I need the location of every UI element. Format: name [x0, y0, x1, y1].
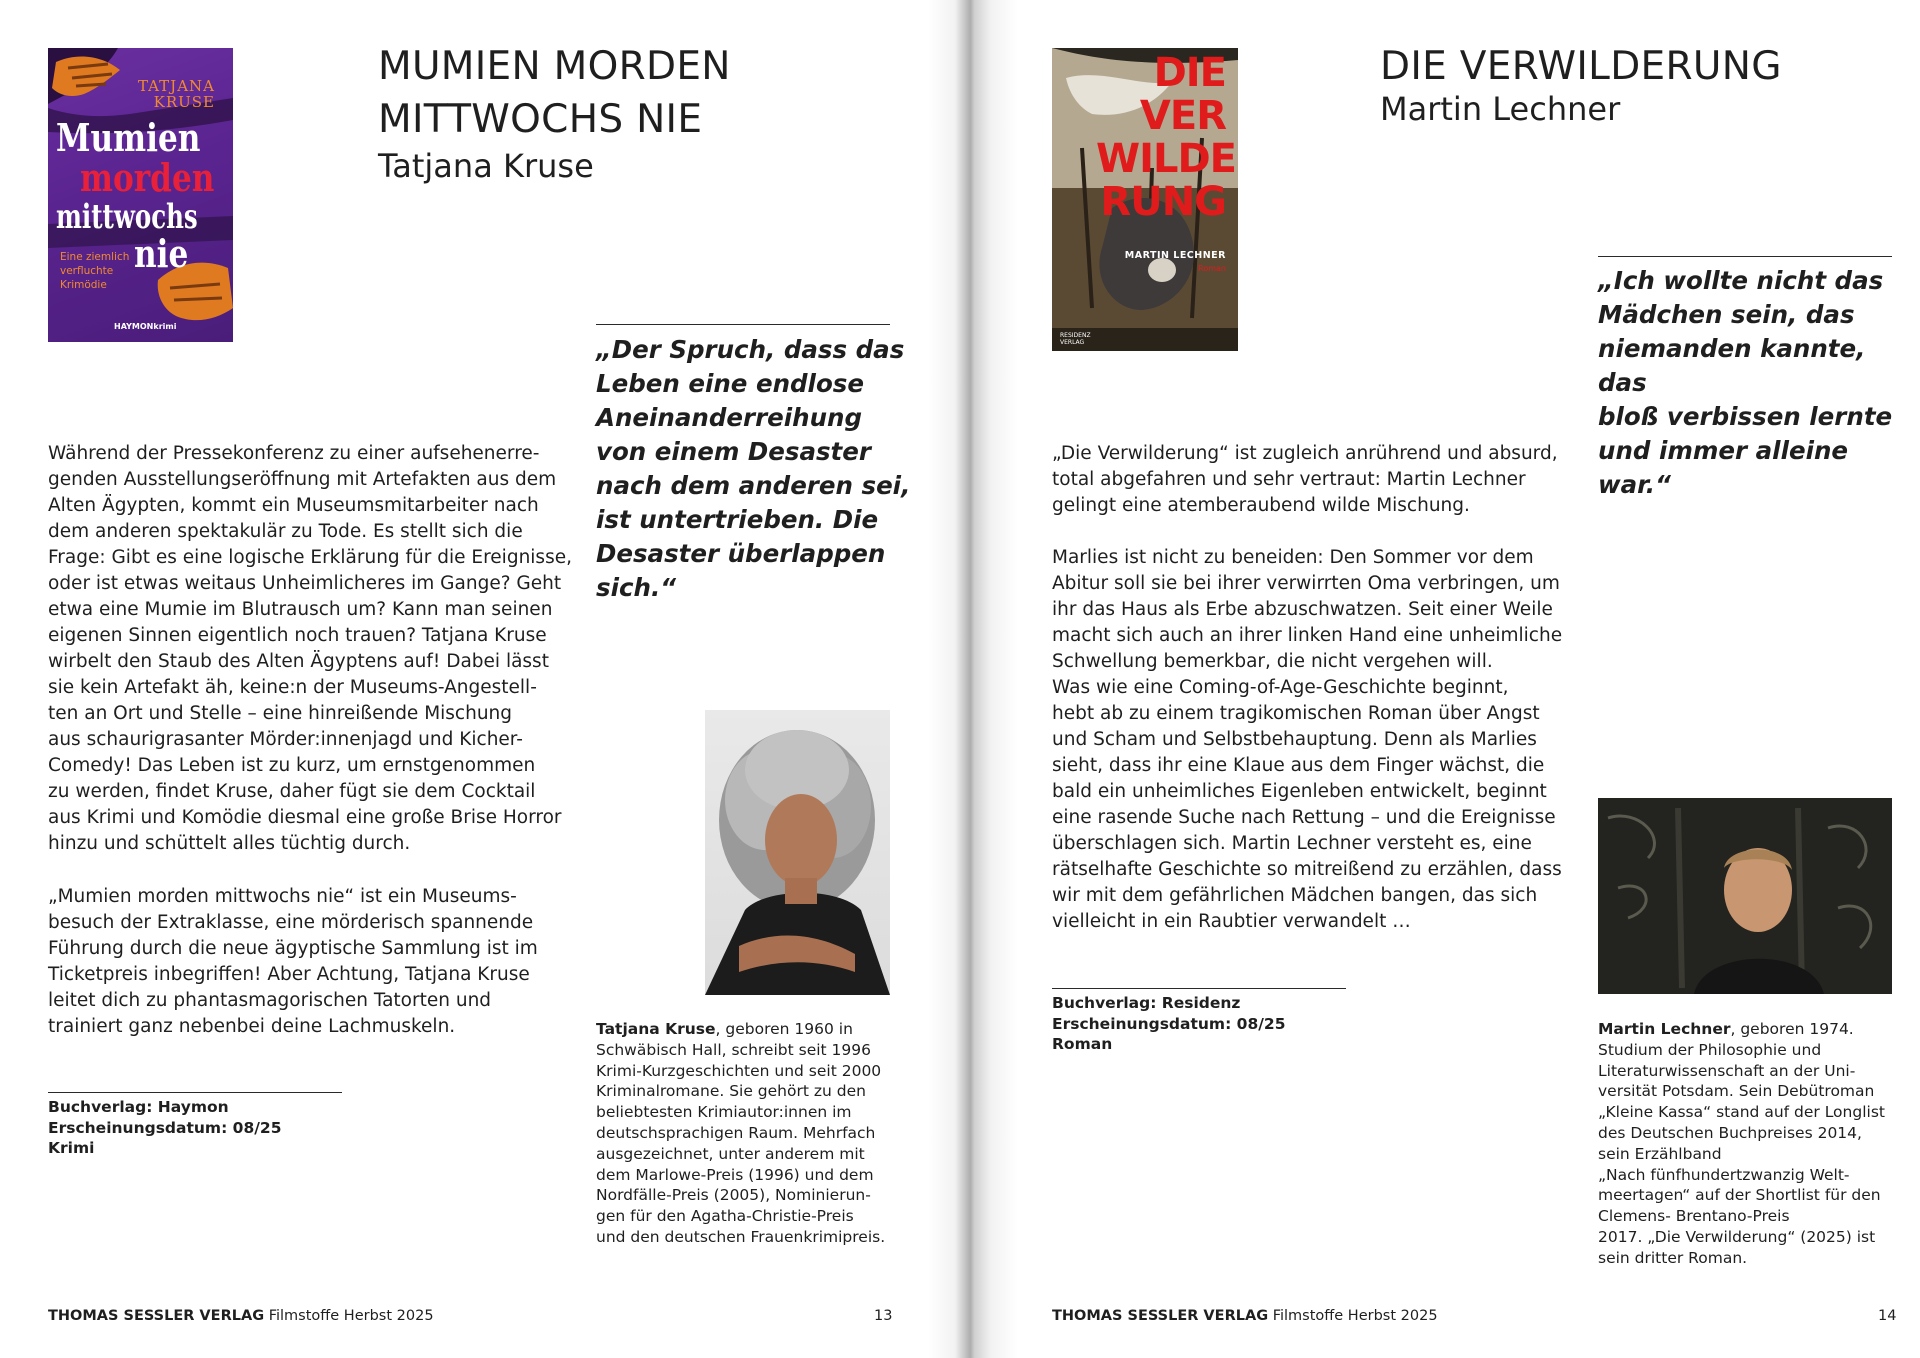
footer-brand: THOMAS SESSLER VERLAG — [48, 1308, 265, 1324]
book-author: Tatjana Kruse — [378, 147, 594, 185]
meta-divider — [1052, 988, 1346, 989]
book-meta — [1052, 993, 1352, 1055]
meta-publisher: Buchverlag: Haymon — [48, 1098, 229, 1116]
cover-author: MARTIN LECHNER — [1124, 250, 1226, 261]
cover-title-4: nie — [134, 231, 189, 276]
pull-quote: „Ich wollte nicht das Mädchen sein, das niemanden kannte, das bloß verbissen lernte und immer alleine war.“ — [1598, 266, 1893, 499]
author-bio-name: Tatjana Kruse — [596, 1020, 716, 1038]
author-photo-kruse — [705, 710, 890, 995]
cover-title-1: Mumien — [56, 115, 201, 160]
cover-publisher: RESIDENZ VERLAG — [1060, 332, 1091, 346]
book-meta — [48, 1097, 348, 1159]
author-portrait-illustration — [705, 710, 890, 995]
page-footer — [48, 1308, 434, 1324]
book-title-line-1: MUMIEN MORDEN — [378, 44, 731, 89]
author-bio — [596, 1019, 916, 1248]
cover-subtitle: Eine ziemlich verfluchte Krimödie — [60, 251, 130, 291]
meta-divider — [48, 1092, 342, 1093]
synopsis-paragraph-2: „Mumien morden mittwochs nie“ ist ein Museums- besuch der Extraklasse, eine mörderisch spannende Führung durch die neue ägyptische Sammlung ist im Ticketpreis inbegriffen! Aber Achtung, Tatjana Kruse leitet dich zu phantasmagorischen Tatorten und trainiert ganz nebenbei deine Lachmuskeln. — [48, 886, 538, 1037]
cover-title-2: morden — [80, 155, 215, 200]
cover-genre: Roman — [1198, 264, 1226, 273]
footer-brand: THOMAS SESSLER VERLAG — [1052, 1308, 1269, 1324]
cover-title-block — [1070, 52, 1238, 224]
footer-text: Filmstoffe Herbst 2025 — [264, 1308, 434, 1324]
footer-text: Filmstoffe Herbst 2025 — [1268, 1308, 1438, 1324]
book-title-line-1: DIE VERWILDERUNG — [1380, 44, 1782, 89]
cover-title-2: VER — [1139, 93, 1226, 139]
page-number: 14 — [1878, 1308, 1897, 1324]
synopsis-paragraph-1: Während der Pressekonferenz zu einer aufsehenerre- genden Ausstellungseröffnung mit Artefakten aus dem Alten Ägypten, kommt ein Museumsmitarbeiter nach dem anderen spektakulär zu Tode. Es stellt sich die Frage: Gibt es eine logische Erklärung für die Ereignisse, oder ist etwas weitaus Unheimlicheres im Gange? Geht etwa eine Mumie im Blutrausch um? Kann man seinen eigenen Sinnen eigentlich noch trauen? Tatjana Kruse wirbelt den Staub des Alten Ägyptens auf! Dabei lässt sie kein Artefakt äh, keine:n der Museums-Angestell- ten an Ort und Stelle – eine hinreißende Mischung aus schaurigrasanter Mörder:innenjagd und Kicher- Comedy! Das Leben ist zu kurz, um ernstgenommen zu werden, findet Kruse, daher fügt sie dem Cocktail aus Krimi und Komödie diesmal eine große Brise Horror hinzu und schüttelt alles tüchtig durch. — [48, 443, 572, 854]
meta-release-date: Erscheinungsdatum: 08/25 — [48, 1118, 282, 1137]
book-author: Martin Lechner — [1380, 90, 1621, 128]
book-title-line-2: MITTWOCHS NIE — [378, 97, 703, 142]
author-photo-lechner — [1598, 798, 1892, 994]
author-bio-text: , geboren 1974. Studium der Philosophie und Literaturwissenschaft an der Uni- versität Potsdam. Sein Debütroman „Kleine Kassa“ stand auf der Longlist des Deutschen Buchpreises 2014, sein Erzählband „Nach fünfhundertzwanzig Welt- meertagen“ auf der Shortlist für den Clemens- Brentano-Preis 2017. „Die Verwilderung“ (2025) ist sein dritter Roman. — [1598, 1020, 1885, 1267]
meta-genre: Krimi — [48, 1139, 95, 1157]
author-bio-text: , geboren 1960 in Schwäbisch Hall, schreibt seit 1996 Krimi-Kurzgeschichten und seit 2000 Kriminalromane. Sie gehört zu den beliebtesten Krimiautor:innen im deutschsprachigen Raum. Mehrfach ausgezeichnet, unter anderem mit dem Marlowe-Preis (1996) und dem Nordfälle-Preis (2005), Nominierun- gen für den Agatha-Christie-Preis und den deutschen Frauenkrimipreis. — [596, 1020, 886, 1246]
meta-release-date: Erscheinungsdatum: 08/25 — [1052, 1014, 1286, 1033]
meta-genre: Roman — [1052, 1035, 1113, 1053]
synopsis-paragraph-1: „Die Verwilderung“ ist zugleich anrührend und absurd, total abgefahren und sehr vertraut: Martin Lechner gelingt eine atemberaubend wilde Mischung. — [1052, 443, 1558, 516]
cover-title-3: WILDE — [1095, 136, 1236, 182]
author-bio-name: Martin Lechner — [1598, 1020, 1731, 1038]
page-number: 13 — [874, 1308, 893, 1324]
book-title — [1380, 40, 1880, 129]
book-spine-shadow — [928, 0, 1018, 1358]
quote-divider — [1598, 256, 1892, 257]
author-portrait-illustration — [1598, 798, 1892, 994]
book-cover-mumien — [48, 48, 233, 342]
quote-divider — [596, 324, 890, 325]
right-page — [960, 0, 1920, 1358]
cover-title-3: mittwochs — [56, 197, 198, 237]
synopsis-paragraph-2: Marlies ist nicht zu beneiden: Den Sommer vor dem Abitur soll sie bei ihrer verwirrten Oma verbringen, um ihr das Haus als Erbe abzuschwatzen. Seit einer Weile macht sich auch an ihrer linken Hand eine unheimliche Schwellung bemerkbar, die nicht vergehen will. Was wie eine Coming-of-Age-Geschichte beginnt, hebt ab zu einem tragikomischen Roman über Angst und Scham und Selbstbehauptung. Denn als Marlies sieht, dass ihr eine Klaue aus dem Finger wächst, die bald ein unheimliches Eigenleben entwickelt, beginnt eine rasende Suche nach Rettung – und die Ereignisse überschlagen sich. Martin Lechner versteht es, eine rätselhafte Geschichte so mitreißend zu erzählen, dass wir mit dem gefährlichen Mädchen bangen, das sich vielleicht in ein Raubtier verwandelt … — [1052, 547, 1563, 932]
cover-title-1: DIE — [1153, 50, 1226, 96]
pull-quote: „Der Spruch, dass das Leben eine endlose Aneinanderreihung von einem Desaster nach dem anderen sei, ist untertrieben. Die Desaster überlappen sich.“ — [596, 335, 911, 602]
book-title — [378, 40, 898, 186]
page-footer — [1052, 1308, 1438, 1324]
meta-publisher: Buchverlag: Residenz — [1052, 994, 1241, 1012]
cover-publisher: HAYMONkrimi — [114, 322, 177, 331]
author-bio — [1598, 1019, 1908, 1269]
cover-author: TATJANA KRUSE — [137, 77, 215, 111]
book-cover-verwilderung — [1052, 48, 1238, 351]
cover-title-4: RUNG — [1100, 179, 1226, 225]
